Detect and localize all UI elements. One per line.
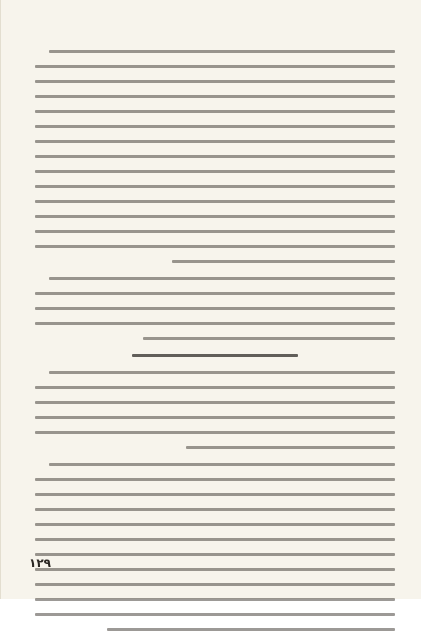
paragraph bbox=[35, 50, 395, 263]
text-line bbox=[35, 95, 395, 98]
text-line bbox=[35, 568, 395, 571]
text-line bbox=[35, 478, 395, 481]
text-line bbox=[35, 307, 395, 310]
text-line bbox=[35, 125, 395, 128]
paragraph bbox=[35, 277, 395, 340]
text-line bbox=[35, 292, 395, 295]
text-line bbox=[35, 200, 395, 203]
text-line bbox=[35, 110, 395, 113]
text-line bbox=[35, 155, 395, 158]
text-line bbox=[35, 215, 395, 218]
text-line bbox=[35, 170, 395, 173]
paragraph bbox=[35, 371, 395, 449]
text-line bbox=[35, 230, 395, 233]
text-line bbox=[172, 260, 395, 263]
text-line bbox=[35, 538, 395, 541]
text-line bbox=[35, 553, 395, 556]
body-text bbox=[35, 50, 395, 631]
text-line bbox=[35, 401, 395, 404]
text-line bbox=[35, 322, 395, 325]
text-line bbox=[186, 446, 395, 449]
text-line bbox=[35, 65, 395, 68]
text-line bbox=[49, 463, 395, 466]
text-line bbox=[49, 277, 395, 280]
section-heading bbox=[132, 354, 298, 357]
text-line bbox=[143, 337, 395, 340]
text-line bbox=[35, 185, 395, 188]
text-line bbox=[35, 245, 395, 248]
page-number: ۱۲۹ bbox=[29, 556, 51, 570]
text-line bbox=[35, 431, 395, 434]
text-line bbox=[35, 80, 395, 83]
text-line bbox=[35, 508, 395, 511]
text-line bbox=[35, 598, 395, 601]
text-line bbox=[35, 493, 395, 496]
text-line bbox=[35, 613, 395, 616]
text-line bbox=[49, 371, 395, 374]
text-line bbox=[35, 523, 395, 526]
text-line bbox=[35, 583, 395, 586]
text-line bbox=[35, 386, 395, 389]
paragraph bbox=[35, 463, 395, 631]
text-line bbox=[35, 140, 395, 143]
text-line bbox=[35, 416, 395, 419]
text-line bbox=[49, 50, 395, 53]
